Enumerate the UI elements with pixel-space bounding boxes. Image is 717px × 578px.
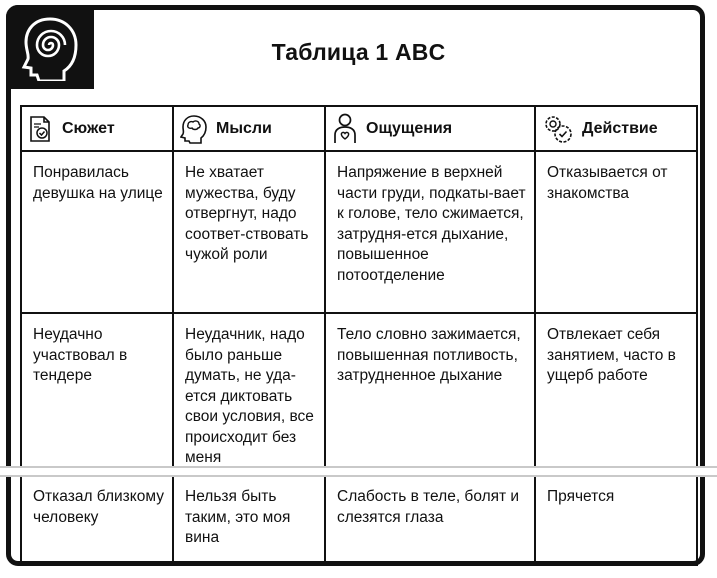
column-header-sensations (325, 106, 535, 151)
table-cell-sensations: Напряжение в верхней части груди, подкаты-вает к голове, тело сжимается, затрудня-ется дыхание, повышенное потоотделение (325, 151, 535, 313)
column-header-plot (21, 106, 173, 151)
column-header-thoughts (173, 106, 325, 151)
abc-table (20, 105, 698, 566)
document-check-icon (28, 115, 54, 143)
table-cell-sensations: Слабость в теле, болят и слезятся глаза (325, 475, 535, 565)
table-row (21, 475, 697, 565)
head-thought-icon (180, 114, 208, 144)
page-break-line (0, 466, 717, 468)
table-cell-thoughts: Не хватает мужества, буду отвергнут, надо соответ-ствовать чужой роли (173, 151, 325, 313)
table-cell-thoughts: Нельзя быть таким, это моя вина (173, 475, 325, 565)
table-row (21, 313, 697, 475)
person-heart-icon (332, 113, 358, 145)
table-cell-action: Отказывается от знакомства (535, 151, 697, 313)
column-header-label: Ощущения (366, 119, 453, 137)
table-cell-sensations: Тело словно зажимается, повышенная потливость, затрудненное дыхание (325, 313, 535, 475)
column-header-label: Действие (582, 119, 658, 137)
table-cell-plot: Понравилась девушка на улице (21, 151, 173, 313)
table-header-row (21, 106, 697, 151)
column-header-action (535, 106, 697, 151)
table-cell-plot: Отказал близкому человеку (21, 475, 173, 565)
table-cell-action: Отвлекает себя занятием, часто в ущерб работе (535, 313, 697, 475)
column-header-label: Мысли (216, 119, 272, 137)
table-cell-thoughts: Неудачник, надо было раньше думать, не уда-ется диктовать свои условия, все происходит без меня (173, 313, 325, 475)
table-cell-plot: Неудачно участвовал в тендере (21, 313, 173, 475)
gears-check-icon (542, 113, 574, 145)
column-header-label: Сюжет (62, 119, 115, 137)
page-break-line (0, 475, 717, 477)
table-cell-action: Прячется (535, 475, 697, 565)
table-row (21, 151, 697, 313)
page-title: Таблица 1 ABC (271, 39, 446, 65)
